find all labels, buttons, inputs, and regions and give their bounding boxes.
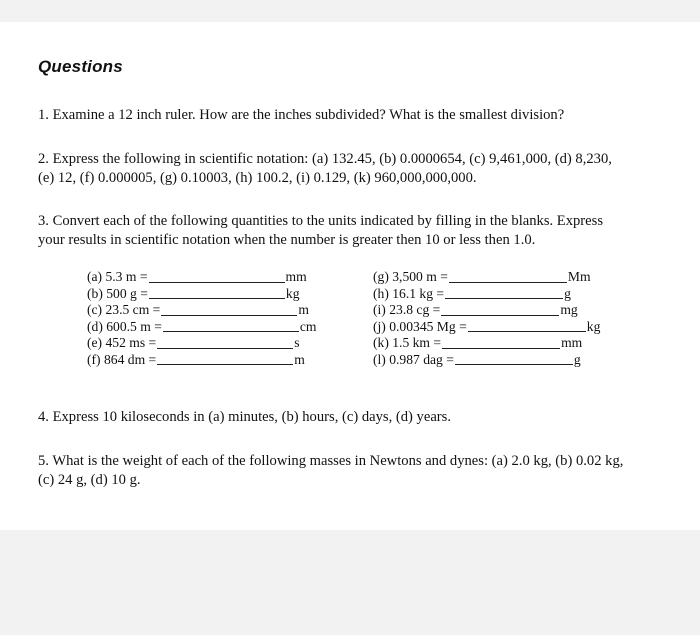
conversion-row-a: [87, 269, 316, 286]
answer-blank[interactable]: [449, 271, 567, 283]
conversion-row-k: [373, 335, 600, 352]
question-2-line-1: 2. Express the following in scientific notation: (a) 132.45, (b) 0.0000654, (c) 9,461,000, (d) 8,230,: [38, 151, 612, 167]
question-2: [38, 150, 678, 187]
answer-blank[interactable]: [157, 353, 293, 365]
answer-blank[interactable]: [455, 353, 573, 365]
conversion-expression: (j) 0.00345 Mg =: [373, 318, 467, 334]
target-unit: Mm: [567, 269, 591, 284]
target-unit: kg: [285, 285, 300, 301]
answer-blank[interactable]: [161, 304, 297, 316]
conversion-expression: (f) 864 dm =: [87, 351, 157, 367]
answer-blank[interactable]: [157, 337, 293, 349]
question-5-line-1: 5. What is the weight of each of the following masses in Newtons and dynes: (a) 2.0 kg, (b) 0.02 kg,: [38, 453, 624, 469]
question-4-text: 4. Express 10 kiloseconds in (a) minutes, (b) hours, (c) days, (d) years.: [38, 409, 451, 425]
conversion-row-c: [87, 302, 316, 319]
conversion-row-g: [373, 269, 600, 286]
conversion-expression: (i) 23.8 cg =: [373, 302, 441, 317]
target-unit: kg: [586, 318, 601, 334]
conversion-expression: (k) 1.5 km =: [373, 335, 442, 350]
conversion-row-e: [87, 335, 316, 352]
conversion-expression: (h) 16.1 kg =: [373, 285, 445, 301]
target-unit: mm: [285, 269, 307, 284]
conversion-row-j: [373, 319, 600, 336]
answer-blank[interactable]: [445, 287, 563, 299]
conversion-expression: (e) 452 ms =: [87, 335, 157, 350]
question-2-line-2: (e) 12, (f) 0.000005, (g) 0.10003, (h) 100.2, (i) 0.129, (k) 960,000,000,000.: [38, 169, 477, 186]
answer-blank[interactable]: [163, 320, 299, 332]
question-1-text: 1. Examine a 12 inch ruler. How are the inches subdivided? What is the smallest division?: [38, 107, 565, 123]
question-3-line-1: 3. Convert each of the following quantities to the units indicated by filling in the blanks. Express: [38, 213, 603, 229]
target-unit: mm: [561, 335, 583, 350]
target-unit: g: [564, 285, 571, 301]
answer-blank[interactable]: [149, 271, 285, 283]
document-page: [0, 22, 700, 530]
conversion-column-left: [87, 269, 316, 368]
answer-blank[interactable]: [149, 287, 285, 299]
answer-blank[interactable]: [441, 304, 559, 316]
answer-blank[interactable]: [442, 337, 560, 349]
question-5-line-2: (c) 24 g, (d) 10 g.: [38, 471, 141, 488]
conversion-expression: (d) 600.5 m =: [87, 318, 162, 334]
conversion-row-l: [373, 352, 600, 369]
target-unit: g: [573, 351, 581, 367]
conversion-column-right: [373, 269, 600, 368]
conversion-expression: (c) 23.5 cm =: [87, 302, 161, 317]
conversion-expression: (b) 500 g =: [87, 285, 148, 301]
conversion-row-h: [373, 286, 600, 303]
question-5: [38, 452, 678, 489]
conversion-expression: (a) 5.3 m =: [87, 269, 148, 284]
conversion-row-b: [87, 286, 316, 303]
section-heading: Questions: [38, 57, 123, 76]
conversion-row-i: [373, 302, 600, 319]
target-unit: m: [294, 351, 305, 367]
question-3-line-2: your results in scientific notation when the number is greater then 10 or less then 1.0.: [38, 231, 536, 248]
conversion-row-f: [87, 352, 316, 369]
conversion-expression: (g) 3,500 m =: [373, 269, 448, 284]
target-unit: s: [294, 335, 300, 350]
question-4: [38, 408, 678, 427]
target-unit: mg: [560, 302, 578, 317]
target-unit: m: [298, 302, 309, 317]
conversion-expression: (l) 0.987 dag =: [373, 351, 454, 367]
question-1: [38, 106, 678, 125]
target-unit: cm: [299, 318, 317, 334]
answer-blank[interactable]: [468, 320, 586, 332]
question-3: [38, 212, 678, 249]
conversion-row-d: [87, 319, 316, 336]
